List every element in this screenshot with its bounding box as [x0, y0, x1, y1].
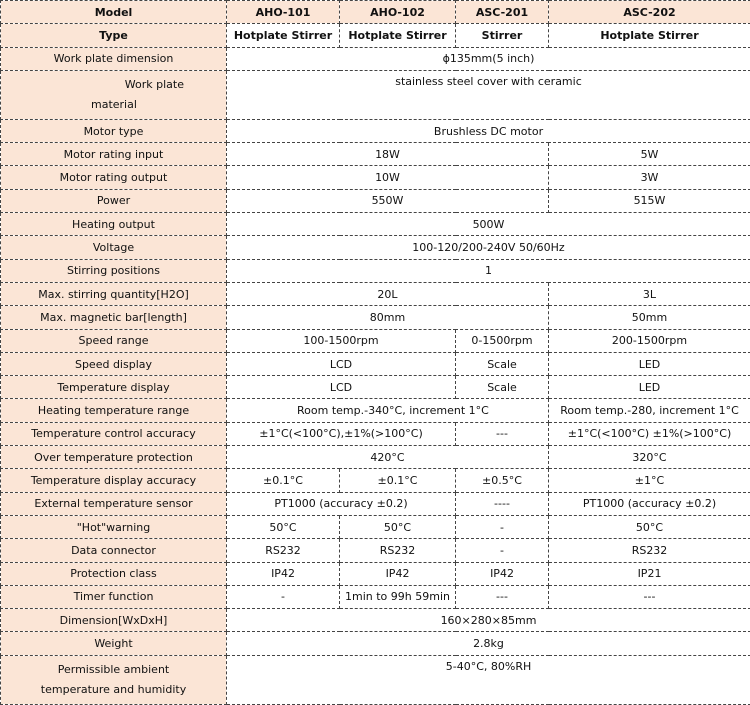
- value-asc-202: PT1000 (accuracy ±0.2): [549, 492, 750, 515]
- row-value: 100-120/200-240V 50/60Hz: [227, 236, 750, 259]
- row-label: Dimension[WxDxH]: [1, 609, 227, 632]
- model-asc-201: ASC-201: [456, 1, 549, 24]
- row-label: Stirring positions: [1, 259, 227, 282]
- row-protection-class: [1, 562, 750, 585]
- row-value: 500W: [227, 213, 750, 236]
- row-label: [1, 655, 227, 704]
- row-value: [227, 655, 750, 704]
- model-label: Model: [1, 1, 227, 24]
- value-asc-202: 515W: [549, 189, 750, 212]
- value-aho: Room temp.-340°C, increment 1°C: [227, 399, 549, 422]
- row-label: Temperature display: [1, 376, 227, 399]
- value-aho-102: ±0.1°C: [340, 469, 456, 492]
- value-asc-201: ----: [456, 492, 549, 515]
- row-max-stirring-quantity: [1, 282, 750, 305]
- row-label: Max. magnetic bar[length]: [1, 306, 227, 329]
- value-asc-201: -: [456, 539, 549, 562]
- row-temperature-display-accuracy: [1, 469, 750, 492]
- value-asc-202: 50°C: [549, 515, 750, 538]
- row-label: Over temperature protection: [1, 446, 227, 469]
- value-asc-202: ±1°C(<100°C) ±1%(>100°C): [549, 422, 750, 445]
- row-max-magnetic-bar: [1, 306, 750, 329]
- model-row: [1, 1, 750, 24]
- value-aho-101: -: [227, 585, 340, 608]
- row-temperature-control-accuracy: [1, 422, 750, 445]
- row-motor-type: [1, 119, 750, 142]
- value-asc-202: ---: [549, 585, 750, 608]
- row-motor-rating-output: [1, 166, 750, 189]
- row-voltage: [1, 236, 750, 259]
- value-asc-202: 50mm: [549, 306, 750, 329]
- row-label: Temperature display accuracy: [1, 469, 227, 492]
- value-aho-102: IP42: [340, 562, 456, 585]
- type-asc-201: Stirrer: [456, 24, 549, 47]
- row-value: 160×280×85mm: [227, 609, 750, 632]
- row-speed-display: [1, 352, 750, 375]
- row-over-temperature-protection: [1, 446, 750, 469]
- value-asc-202: 3L: [549, 282, 750, 305]
- value-asc-202: LED: [549, 352, 750, 375]
- value-asc-202: Room temp.-280, increment 1°C: [549, 399, 750, 422]
- row-motor-rating-input: [1, 143, 750, 166]
- type-label: Type: [1, 24, 227, 47]
- value-asc-201: 0-1500rpm: [456, 329, 549, 352]
- row-label: Data connector: [1, 539, 227, 562]
- row-value: 1: [227, 259, 750, 282]
- row-label: Heating output: [1, 213, 227, 236]
- row-label: Protection class: [1, 562, 227, 585]
- row-label: External temperature sensor: [1, 492, 227, 515]
- value-aho-101: RS232: [227, 539, 340, 562]
- value-asc-202: IP21: [549, 562, 750, 585]
- type-row: [1, 24, 750, 47]
- value-aho-101: ±0.1°C: [227, 469, 340, 492]
- row-label: Speed display: [1, 352, 227, 375]
- value-asc-201: ---: [456, 422, 549, 445]
- row-dimension: [1, 609, 750, 632]
- row-label: [1, 70, 227, 119]
- row-work-plate-dimension: [1, 47, 750, 70]
- row-value-text: 5-40°C, 80%RH: [446, 660, 532, 673]
- label-line-1: Work plate: [3, 75, 224, 95]
- value-aho-101: 50°C: [227, 515, 340, 538]
- label-line-2: material: [3, 95, 224, 115]
- value-asc-202: 200-1500rpm: [549, 329, 750, 352]
- model-aho-102: AHO-102: [340, 1, 456, 24]
- value-asc-201: Scale: [456, 352, 549, 375]
- row-value: Brushless DC motor: [227, 119, 750, 142]
- row-label: Motor type: [1, 119, 227, 142]
- row-label: Voltage: [1, 236, 227, 259]
- value-asc-201: Scale: [456, 376, 549, 399]
- value-aho-101: IP42: [227, 562, 340, 585]
- row-label: Work plate dimension: [1, 47, 227, 70]
- value-aho-102: 1min to 99h 59min: [340, 585, 456, 608]
- row-label: Motor rating input: [1, 143, 227, 166]
- label-line-1: Permissible ambient: [3, 660, 224, 680]
- value-aho: LCD: [227, 376, 456, 399]
- row-hot-warning: [1, 515, 750, 538]
- row-label: Temperature control accuracy: [1, 422, 227, 445]
- value-asc-202: 5W: [549, 143, 750, 166]
- value-aho-102: RS232: [340, 539, 456, 562]
- row-value: [227, 70, 750, 119]
- row-timer-function: [1, 585, 750, 608]
- row-heating-output: [1, 213, 750, 236]
- value-aho: 18W: [227, 143, 549, 166]
- row-heating-temperature-range: [1, 399, 750, 422]
- value-aho: 80mm: [227, 306, 549, 329]
- value-asc-201: ±0.5°C: [456, 469, 549, 492]
- value-aho-102: 50°C: [340, 515, 456, 538]
- type-asc-202: Hotplate Stirrer: [549, 24, 750, 47]
- value-aho: PT1000 (accuracy ±0.2): [227, 492, 456, 515]
- row-label: Max. stirring quantity[H2O]: [1, 282, 227, 305]
- model-aho-101: AHO-101: [227, 1, 340, 24]
- value-asc-202: 320°C: [549, 446, 750, 469]
- row-label: Timer function: [1, 585, 227, 608]
- row-speed-range: [1, 329, 750, 352]
- value-asc-201: ---: [456, 585, 549, 608]
- row-temperature-display: [1, 376, 750, 399]
- row-label: Speed range: [1, 329, 227, 352]
- value-asc-202: 3W: [549, 166, 750, 189]
- value-asc-202: LED: [549, 376, 750, 399]
- value-aho: 100-1500rpm: [227, 329, 456, 352]
- value-aho: 420°C: [227, 446, 549, 469]
- row-external-temperature-sensor: [1, 492, 750, 515]
- row-weight: [1, 632, 750, 655]
- row-stirring-positions: [1, 259, 750, 282]
- row-work-plate-material: [1, 70, 750, 119]
- row-value: ϕ135mm(5 inch): [227, 47, 750, 70]
- row-power: [1, 189, 750, 212]
- row-data-connector: [1, 539, 750, 562]
- value-aho: ±1°C(<100°C),±1%(>100°C): [227, 422, 456, 445]
- row-value-text: stainless steel cover with ceramic: [395, 75, 582, 88]
- value-aho: 10W: [227, 166, 549, 189]
- value-asc-202: RS232: [549, 539, 750, 562]
- row-label: Power: [1, 189, 227, 212]
- value-aho: LCD: [227, 352, 456, 375]
- label-line-2: temperature and humidity: [3, 680, 224, 700]
- row-ambient: [1, 655, 750, 704]
- type-aho-102: Hotplate Stirrer: [340, 24, 456, 47]
- row-label: Weight: [1, 632, 227, 655]
- row-label: Motor rating output: [1, 166, 227, 189]
- value-asc-202: ±1°C: [549, 469, 750, 492]
- model-asc-202: ASC-202: [549, 1, 750, 24]
- value-aho: 550W: [227, 189, 549, 212]
- row-value: 2.8kg: [227, 632, 750, 655]
- row-label: "Hot"warning: [1, 515, 227, 538]
- value-aho: 20L: [227, 282, 549, 305]
- value-asc-201: IP42: [456, 562, 549, 585]
- type-aho-101: Hotplate Stirrer: [227, 24, 340, 47]
- value-asc-201: -: [456, 515, 549, 538]
- row-label: Heating temperature range: [1, 399, 227, 422]
